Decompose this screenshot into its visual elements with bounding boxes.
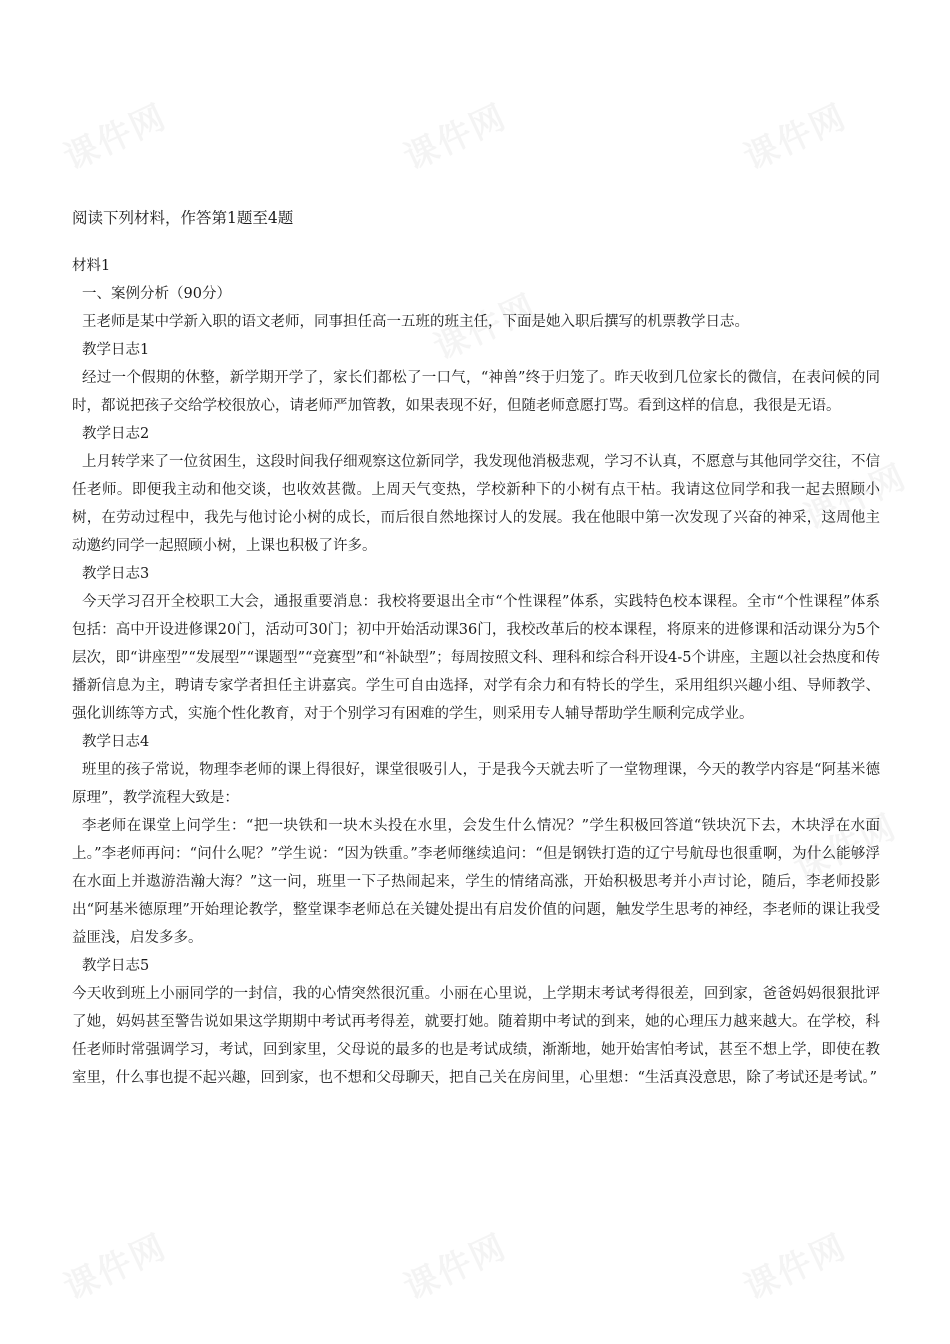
watermark xyxy=(735,89,854,179)
log-title: 教学日志4 xyxy=(82,734,150,750)
watermark xyxy=(395,1219,514,1309)
log-title: 教学日志3 xyxy=(82,566,150,582)
log-body: 今天学习召开全校职工大会，通报重要消息：我校将要退出全市“个性课程”体系，实践特色校本课程。全市“个性课程”体系包括：高中开设进修课20门，活动可30门；初中开始活动课36门，我校改革后的校本课程，将原来的进修课和活动课分为5个层次，即“讲座型”“发展型”“课题型”“竞赛型”和“补缺型”；每周按照文科、理科和综合科开设4-5个讲座，主题以社会热度和传播新信息为主，聘请专家学者担任主讲嘉宾。学生可自由选择，对学有余力和有特长的学生，采用组织兴趣小组、导师教学、强化训练等方式，实施个性化教育，对于个别学习有困难的学生，则采用专人辅导帮助学生顺利完成学业。 xyxy=(72,594,880,722)
log-title: 教学日志1 xyxy=(82,342,150,358)
log-title: 教学日志5 xyxy=(82,958,150,974)
log-title: 教学日志2 xyxy=(82,426,150,442)
log-body-continued: 李老师在课堂上问学生：“把一块铁和一块木头投在水里，会发生什么情况？”学生积极回答道“铁块沉下去，木块浮在水面上。”李老师再问：“问什么呢？”学生说：“因为铁重。”李老师继续追问：“但是钢铁打造的辽宁号航母也很重啊，为什么能够浮在水面上并遨游浩瀚大海？”这一问，班里一下子热闹起来，学生的情绪高涨，开始积极思考并小声讨论，随后，李老师投影出“阿基米德原理”开始理论教学，整堂课李老师总在关键处提出有启发价值的问题，触发学生思考的神经，李老师的课让我受益匪浅，启发多多。 xyxy=(72,818,880,946)
watermark xyxy=(55,1219,174,1309)
document-content xyxy=(72,204,880,1092)
watermark xyxy=(735,1219,854,1309)
material-label: 材料1 xyxy=(72,258,111,274)
log-body: 经过一个假期的休整，新学期开学了，家长们都松了一口气，“神兽”终于归笼了。昨天收到几位家长的微信，在表问候的同时，都说把孩子交给学校很放心，请老师严加管教，如果表现不好，但随老师意愿打骂。看到这样的信息，我很是无语。 xyxy=(72,370,880,414)
watermark xyxy=(395,89,514,179)
log-body: 上月转学来了一位贫困生，这段时间我仔细观察这位新同学，我发现他消极悲观，学习不认真，不愿意与其他同学交往，不信任老师。即便我主动和他交谈，也收效甚微。上周天气变热，学校新种下的小树有点干枯。我请这位同学和我一起去照顾小树，在劳动过程中，我先与他讨论小树的成长，而后很自然地探讨人的发展。我在他眼中第一次发现了兴奋的神采，这周他主动邀约同学一起照顾小树，上课也积极了许多。 xyxy=(72,454,880,554)
section-title: 一、案例分析（90分） xyxy=(82,286,231,302)
log-body: 今天收到班上小丽同学的一封信，我的心情突然很沉重。小丽在心里说，上学期末考试考得很差，回到家，爸爸妈妈很狠批评了她，妈妈甚至警告说如果这学期期中考试再考得差，就要打她。随着期中考试的到来，她的心理压力越来越大。在学校，科任老师时常强调学习，考试，回到家里，父母说的最多的也是考试成绩，渐渐地，她开始害怕考试，甚至不想上学，即使在教室里，什么事也提不起兴趣，回到家，也不想和父母聊天，把自己关在房间里，心里想：“生活真没意思，除了考试还是考试。” xyxy=(72,986,880,1086)
log-body: 班里的孩子常说，物理李老师的课上得很好，课堂很吸引人，于是我今天就去听了一堂物理课，今天的教学内容是“阿基米德原理”，教学流程大致是： xyxy=(72,762,880,806)
instruction-text: 阅读下列材料，作答第1题至4题 xyxy=(72,209,294,227)
watermark xyxy=(55,89,174,179)
case-lead: 王老师是某中学新入职的语文老师，同事担任高一五班的班主任，下面是她入职后撰写的机票教学日志。 xyxy=(82,314,749,330)
